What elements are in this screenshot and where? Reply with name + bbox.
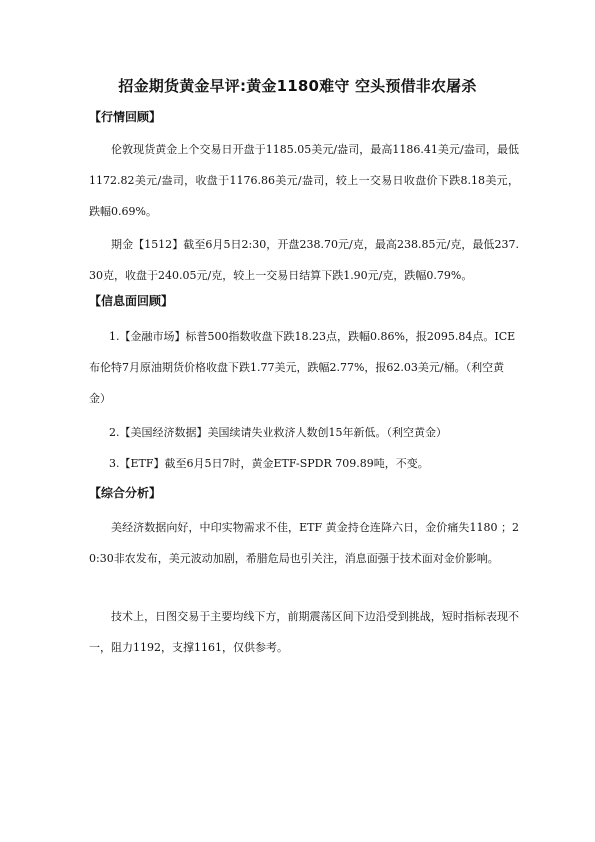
section-heading-market-review: 【行情回顾】 (89, 110, 162, 124)
section-heading-analysis: 【综合分析】 (89, 486, 162, 500)
analysis-paragraph-2 (89, 601, 519, 663)
market-review-paragraph-1-text: 伦敦现货黄金上个交易日开盘于1185.05美元/盎司，最高1186.41美元/盎司，最低1172.82美元/盎司，收盘于1176.86美元/盎司，较上一交易日收盘价下跌8.18美元，跌幅0.69%。 (89, 143, 519, 218)
analysis-paragraph-2-text: 技术上，日图交易于主要均线下方，前期震荡区间下边沿受到挑战，短时指标表现不一，阻力1192，支撑1161，仅供参考。 (89, 610, 519, 654)
analysis-paragraph-1 (89, 512, 519, 574)
news-item-3 (89, 448, 519, 479)
news-item-2 (89, 417, 519, 448)
news-item-1-text: 1.【金融市场】标普500指数收盘下跌18.23点，跌幅0.86%，报2095.84点。ICE布伦特7月原油期货价格收盘下跌1.77美元，跌幅2.77%，报62.03美元/桶。（利空黄金） (89, 330, 516, 405)
news-item-3-text: 3.【ETF】截至6月5日7时，黄金ETF-SPDR 709.89吨，不变。 (109, 457, 429, 470)
analysis-paragraph-1-text: 美经济数据向好，中印实物需求不佳，ETF 黄金持仓连降六日，金价痛失1180 ；20:30非农发布，美元波动加剧，希腊危局也引关注，消息面强于技术面对金价影响。 (89, 521, 519, 565)
document-title: 招金期货黄金早评:黄金1180难守 空头预借非农屠杀 (118, 77, 477, 95)
market-review-paragraph-2-text: 期金【1512】截至6月5日2:30，开盘238.70元/克，最高238.85元/克，最低237.30克，收盘于240.05元/克，较上一交易日结算下跌1.90元/克，跌幅0.79%。 (89, 238, 519, 282)
section-heading-news-review: 【信息面回顾】 (89, 294, 174, 308)
market-review-paragraph-1 (89, 134, 519, 227)
news-item-2-text: 2.【美国经济数据】美国续请失业救济人数创15年新低。（利空黄金） (109, 426, 447, 439)
news-item-1 (89, 321, 519, 414)
market-review-paragraph-2 (89, 229, 519, 291)
